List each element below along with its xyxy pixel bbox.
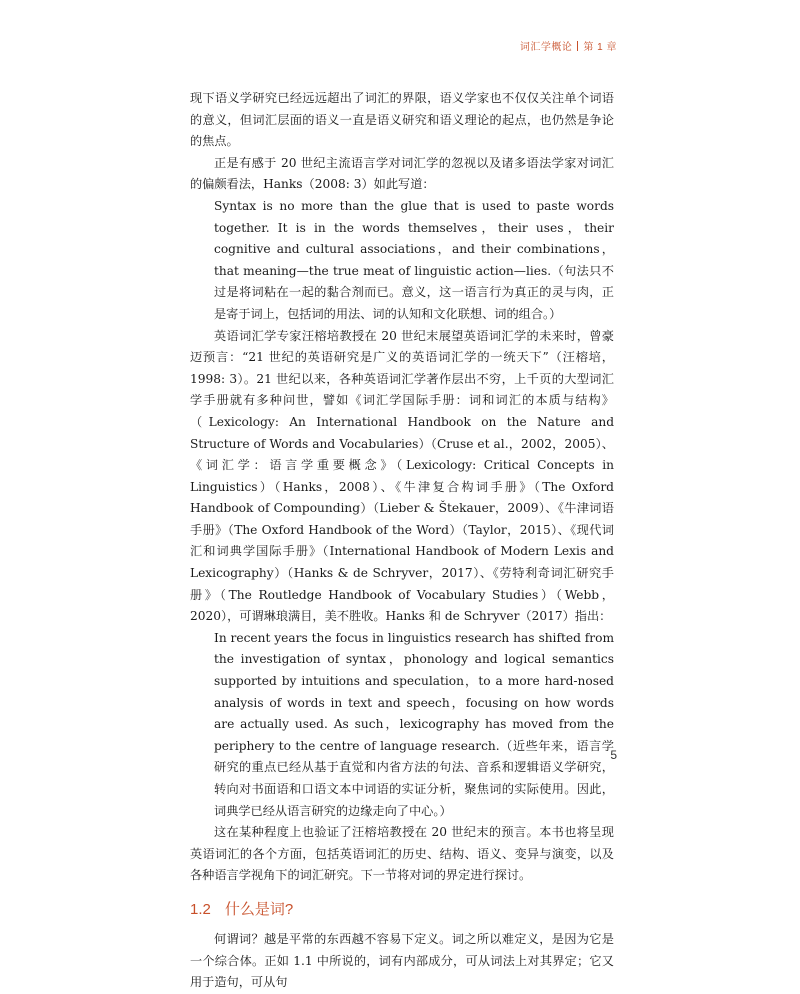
paragraph: 何谓词？越是平常的东西越不容易下定义。词之所以难定义，是因为它是一个综合体。正如 1.1 中所说的，词有内部成分，可从词法上对其界定；它又用于造句，可从句 bbox=[190, 931, 614, 990]
page-body bbox=[190, 88, 614, 994]
book-title: 词汇学概论 bbox=[519, 42, 573, 53]
chapter-label: 第 1 章 bbox=[583, 42, 617, 53]
section-title: 什么是词? bbox=[224, 900, 294, 918]
running-header bbox=[520, 38, 617, 53]
section-number: 1.2 bbox=[190, 900, 211, 918]
block-quote: In recent years the focus in linguistics research has shifted from the investigation of syntax，phonology and logical semantics supported by intuitions and speculation，to a more hard-nosed analysis of words in text and speech，focusing on how words are actually used. As such，lexicography has moved from the periphery to the centre of language research.（近些年来，语言学研究的重点已经从基于直觉和内省方法的句法、音系和逻辑语义学研究，转向对书面语和口语文本中词语的实证分析，聚焦词的实际使用。因此，词典学已经从语言研究的边缘走向了中心。） bbox=[214, 630, 614, 818]
section-heading bbox=[190, 899, 614, 921]
paragraph: 正是有感于 20 世纪主流语言学对词汇学的忽视以及诸多语法学家对词汇的偏颇看法，Hanks（2008: 3）如此写道： bbox=[190, 155, 614, 192]
page-number: 5 bbox=[610, 748, 617, 762]
header-divider bbox=[577, 41, 578, 51]
paragraph: 这在某种程度上也验证了汪榕培教授在 20 世纪末的预言。本书也将呈现英语词汇的各个方面，包括英语词汇的历史、结构、语义、变异与演变，以及各种语言学视角下的词汇研究。下一节将对词的界定进行探讨。 bbox=[190, 825, 614, 883]
paragraph: 现下语义学研究已经远远超出了词汇的界限，语义学家也不仅仅关注单个词语的意义，但词汇层面的语义一直是语义研究和语义理论的起点，也仍然是争论的焦点。 bbox=[190, 91, 614, 149]
block-quote: Syntax is no more than the glue that is used to paste words together. It is in the words themselves，their uses，their cognitive and cultural associations，and their combinations，that meaning—the true meat of linguistic action—lies.（句法只不过是将词粘在一起的黏合剂而已。意义，这一语言行为真正的灵与肉，正是寄于词上，包括词的用法、词的认知和文化联想、词的组合。） bbox=[214, 198, 614, 321]
paragraph: 英语词汇学专家汪榕培教授在 20 世纪末展望英语词汇学的未来时，曾豪迈预言：“21 世纪的英语研究是广义的英语词汇学的一统天下”（汪榕培，1998: 3）。21 世纪以来，各种英语词汇学著作层出不穷，上千页的大型词汇学手册就有多种问世，譬如《词汇学国际手册：词和词汇的本质与结构》（Lexicology: An International Handbook on the Nature and Structure of Words and Vocabularies）（Cruse et al.，2002，2005）、《词汇学：语言学重要概念》（Lexicology: Critical Concepts in Linguistics）（Hanks，2008）、《牛津复合构词手册》（The Oxford Handbook of Compounding）（Lieber & Štekauer，2009）、《牛津词语手册》（The Oxford Handbook of the Word）（Taylor，2015）、《现代词汇和词典学国际手册》（International Handbook of Modern Lexis and Lexicography）（Hanks & de Schryver，2017）、《劳特利奇词汇研究手册》（The Routledge Handbook of Vocabulary Studies）（Webb，2020），可谓琳琅满目，美不胜收。Hanks 和 de Schryver（2017）指出： bbox=[190, 328, 614, 624]
